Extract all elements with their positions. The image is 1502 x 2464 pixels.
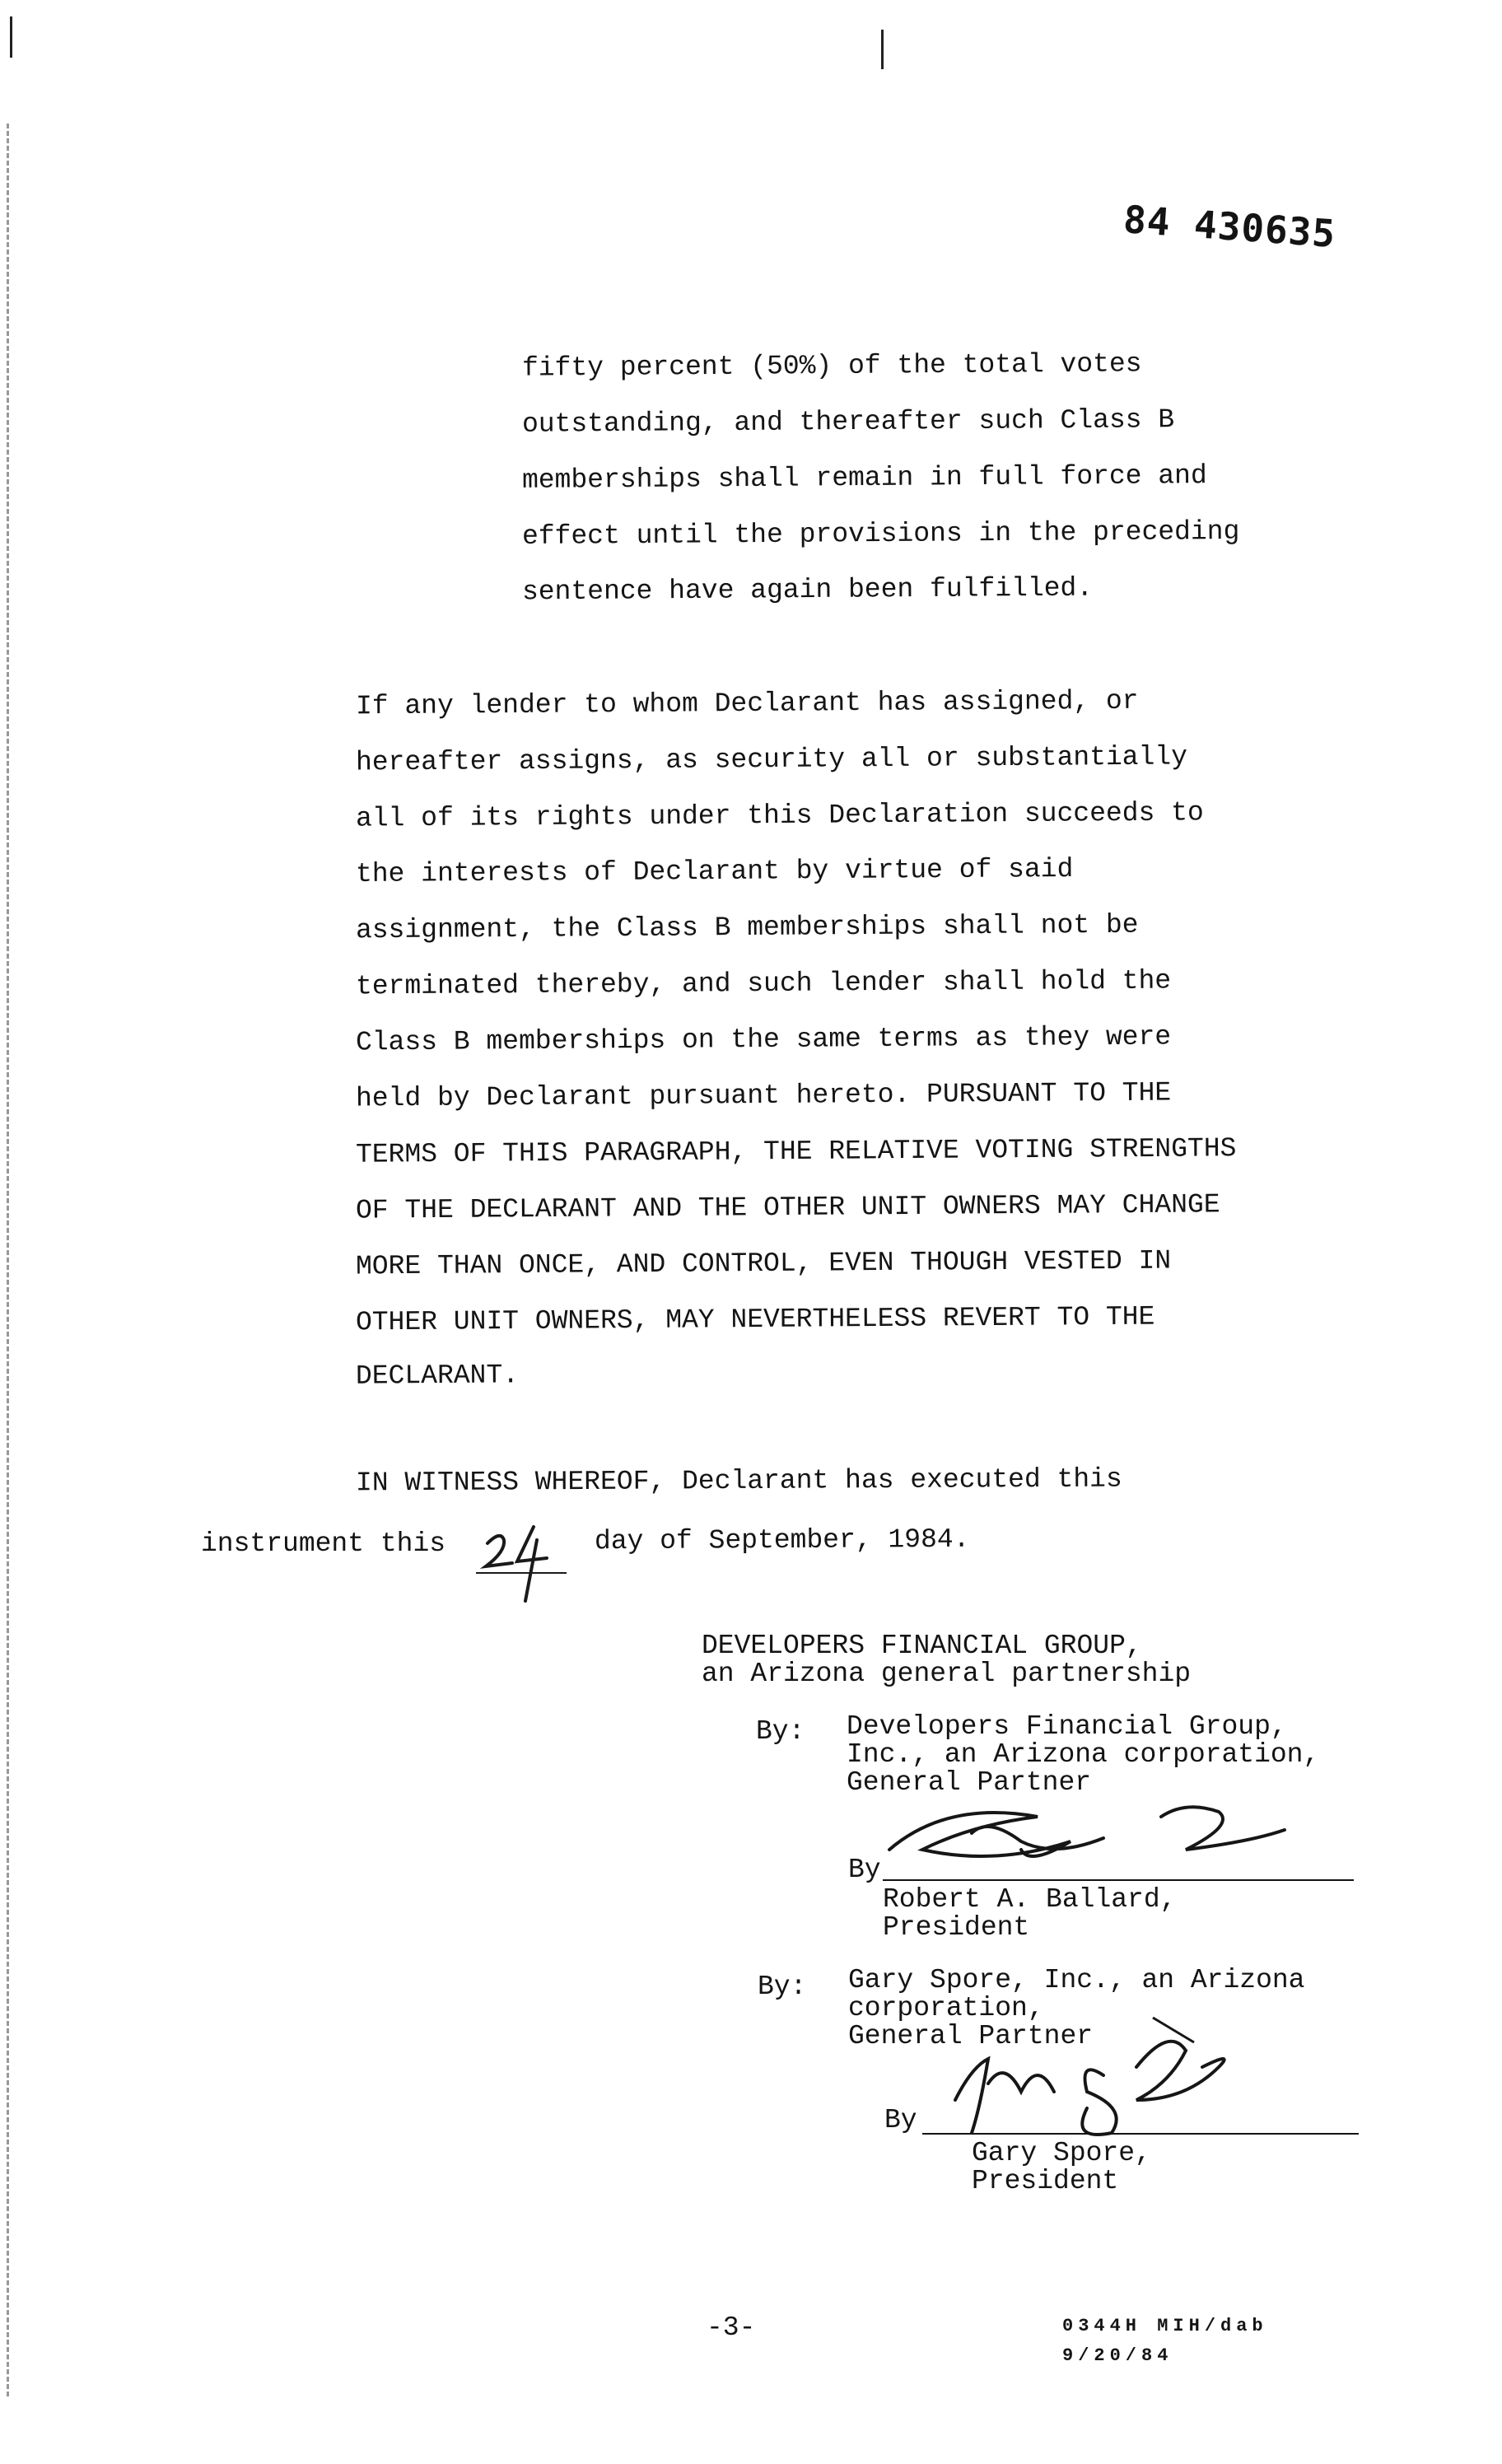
signature-line [922, 2133, 1359, 2135]
by-label: By: [758, 1972, 807, 2002]
scan-edge-artifact [7, 124, 13, 2396]
recording-number-stamp: 84 430635 [1122, 197, 1337, 256]
text-line: day of September, 1984. [594, 1524, 970, 1557]
text-line: Class B memberships on the same terms as they were [355, 1021, 1172, 1058]
text-line: General Partner [848, 2021, 1094, 2051]
text-line: OF THE DECLARANT AND THE OTHER UNIT OWNERS MAY CHANGE [355, 1189, 1220, 1226]
text-line: assignment, the Class B memberships shall not be [355, 909, 1139, 946]
signatory-name: DEVELOPERS FINANCIAL GROUP, [702, 1631, 1142, 1661]
text-line: terminated thereby, and such lender shall hold the [355, 965, 1172, 1002]
text-line: If any lender to whom Declarant has assigned, or [355, 685, 1139, 722]
scan-mark [10, 16, 12, 58]
text-line: MORE THAN ONCE, AND CONTROL, EVEN THOUGH VESTED IN [355, 1245, 1172, 1282]
text-line: sentence have again been fulfilled. [521, 572, 1094, 608]
document-code: 0344H MIH/dab [1062, 2316, 1268, 2336]
text-line: General Partner [847, 1767, 1092, 1798]
text-line: TERMS OF THIS PARAGRAPH, THE RELATIVE VOTING STRENGTHS [355, 1133, 1237, 1170]
officer-title: President [972, 2166, 1119, 2196]
text-line: Inc., an Arizona corporation, [847, 1739, 1320, 1770]
text-line: all of its rights under this Declaration succeeds to [355, 797, 1204, 834]
text-line: fifty percent (50%) of the total votes [521, 348, 1142, 384]
text-line: the interests of Declarant by virtue of said [355, 853, 1074, 890]
text-line: Developers Financial Group, [847, 1711, 1287, 1742]
text-line: instrument this [201, 1528, 446, 1559]
text-line: IN WITNESS WHEREOF, Declarant has executed this [355, 1463, 1122, 1499]
text-line: held by Declarant pursuant hereto. PURSUANT TO THE [355, 1077, 1172, 1114]
officer-title: President [883, 1912, 1030, 1943]
sign-by-label: By [884, 2105, 917, 2135]
scan-mark [881, 30, 884, 69]
text-line: hereafter assigns, as security all or substantially [355, 741, 1188, 778]
signature-line [883, 1879, 1354, 1881]
signature-ballard [873, 1792, 1301, 1891]
by-label: By: [756, 1716, 805, 1747]
text-line: memberships shall remain in full force and [521, 460, 1207, 496]
text-line: effect until the provisions in the preceding [521, 516, 1240, 553]
officer-name: Gary Spore, [972, 2138, 1151, 2168]
partner-description [847, 1713, 1319, 1797]
text-line: OTHER UNIT OWNERS, MAY NEVERTHELESS REVERT TO THE [355, 1301, 1155, 1338]
page-number: -3- [707, 2312, 756, 2343]
document-date-code: 9/20/84 [1062, 2345, 1173, 2366]
signatory-description: an Arizona general partnership [702, 1659, 1192, 1689]
signature-spore [922, 2009, 1252, 2141]
text-line: Gary Spore, Inc., an Arizona [848, 1965, 1305, 1995]
handwritten-day [476, 1515, 567, 1606]
text-line: DECLARANT. [355, 1360, 520, 1392]
text-line: corporation, [848, 1993, 1044, 2023]
officer-name: Robert A. Ballard, [883, 1884, 1177, 1915]
text-line: outstanding, and thereafter such Class B [521, 404, 1175, 440]
sign-by-label: By [848, 1855, 881, 1885]
